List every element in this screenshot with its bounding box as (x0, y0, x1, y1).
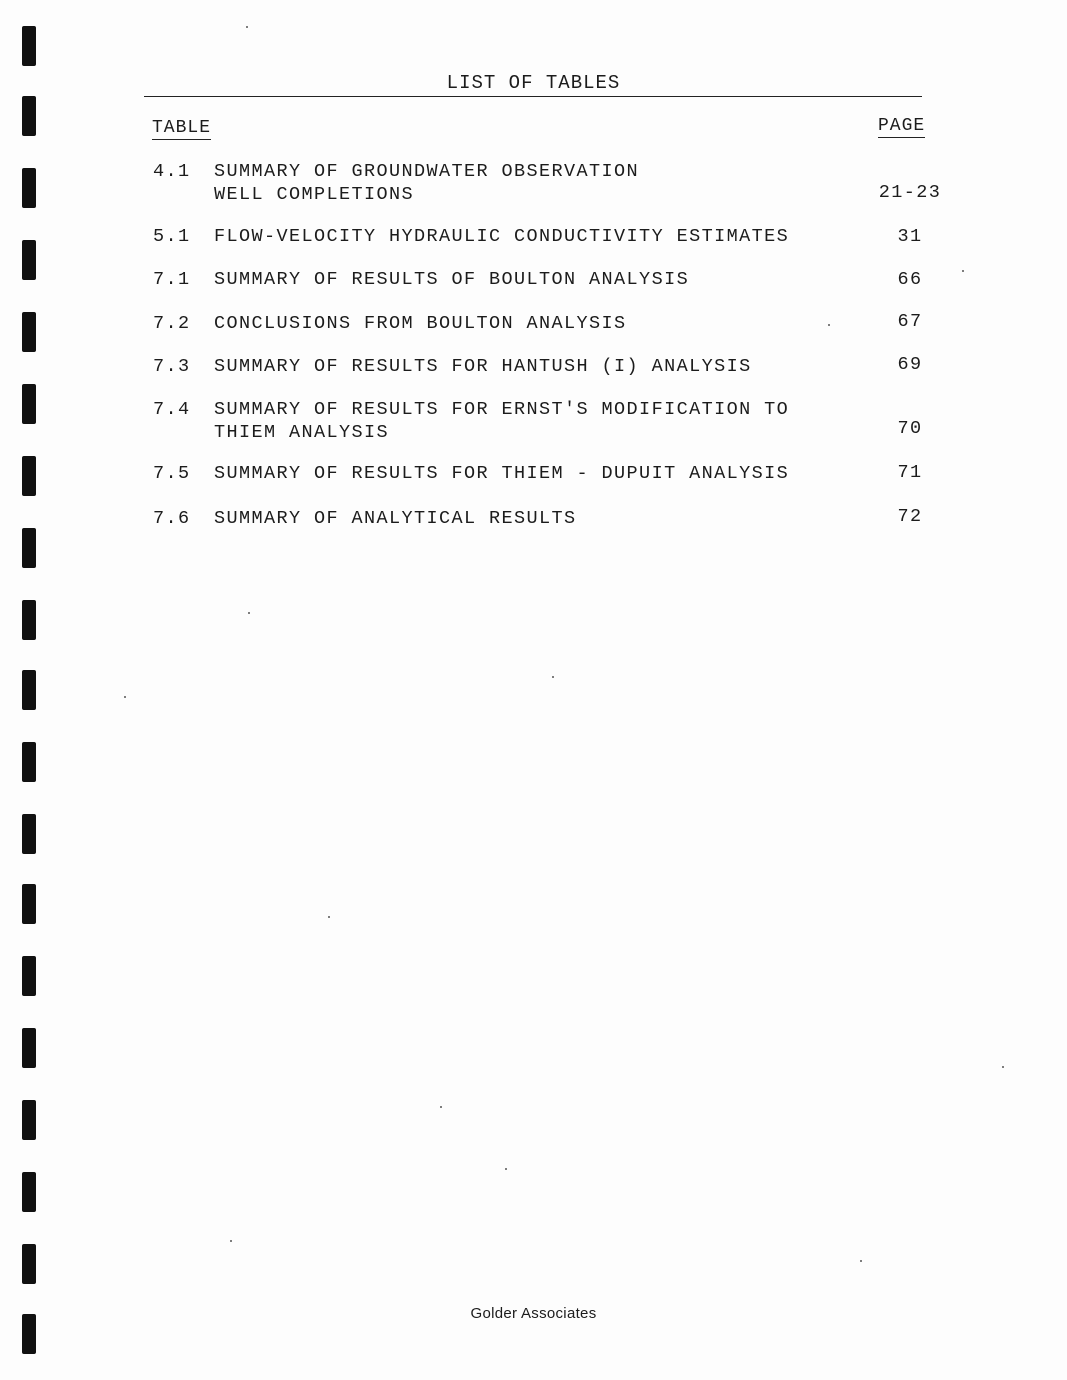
page-number: 69 (897, 354, 923, 375)
table-number: 7.3 (153, 356, 191, 377)
description-line: SUMMARY OF GROUNDWATER OBSERVATION (214, 161, 640, 182)
table-description (214, 507, 854, 530)
table-column-header: TABLE (152, 118, 212, 138)
page-number: 71 (897, 462, 923, 483)
table-description (214, 355, 854, 378)
scan-speck (860, 1260, 862, 1262)
punch-mark (22, 600, 36, 640)
page-number: 72 (897, 506, 923, 527)
scan-speck (440, 1106, 442, 1108)
punch-mark (22, 742, 36, 782)
table-description (214, 312, 854, 335)
description-line: SUMMARY OF RESULTS FOR THIEM - DUPUIT ANALYSIS (214, 463, 790, 484)
punch-mark (22, 384, 36, 424)
title-rule (144, 96, 922, 97)
page-number: 67 (897, 311, 923, 332)
description-line: WELL COMPLETIONS (214, 184, 415, 205)
punch-mark (22, 884, 36, 924)
scan-speck (246, 26, 248, 28)
punch-mark (22, 240, 36, 280)
punch-mark (22, 670, 36, 710)
punch-mark (22, 26, 36, 66)
page-column-header: PAGE (878, 116, 926, 136)
page-number: 66 (897, 269, 923, 290)
table-number: 5.1 (153, 226, 191, 247)
scan-speck (248, 612, 250, 614)
table-description (214, 268, 854, 291)
binding-punch-marks (18, 0, 40, 1380)
table-number: 7.5 (153, 463, 191, 484)
punch-mark (22, 312, 36, 352)
punch-mark (22, 456, 36, 496)
punch-mark (22, 1244, 36, 1284)
punch-mark (22, 1100, 36, 1140)
table-description (214, 398, 854, 444)
scan-speck (328, 916, 330, 918)
scan-speck (828, 324, 830, 326)
table-description (214, 160, 854, 206)
scan-speck (552, 676, 554, 678)
description-line: FLOW-VELOCITY HYDRAULIC CONDUCTIVITY ESTIMATES (214, 226, 790, 247)
table-number: 7.6 (153, 508, 191, 529)
table-number: 7.4 (153, 399, 191, 420)
description-line: SUMMARY OF RESULTS FOR HANTUSH (I) ANALYSIS (214, 356, 752, 377)
table-number: 7.1 (153, 269, 191, 290)
description-line: SUMMARY OF ANALYTICAL RESULTS (214, 508, 577, 529)
description-line: SUMMARY OF RESULTS FOR ERNST'S MODIFICATION TO (214, 399, 790, 420)
footer-company-name: Golder Associates (470, 1305, 597, 1322)
scan-speck (505, 1168, 507, 1170)
description-line: SUMMARY OF RESULTS OF BOULTON ANALYSIS (214, 269, 690, 290)
punch-mark (22, 528, 36, 568)
page-number: 21-23 (878, 182, 942, 203)
page-title: LIST OF TABLES (446, 72, 621, 94)
page-number: 70 (897, 418, 923, 439)
scan-speck (230, 1240, 232, 1242)
punch-mark (22, 1172, 36, 1212)
page-number: 31 (897, 226, 923, 247)
description-line: THIEM ANALYSIS (214, 422, 390, 443)
table-description (214, 462, 854, 485)
punch-mark (22, 96, 36, 136)
punch-mark (22, 814, 36, 854)
scan-speck (1002, 1066, 1004, 1068)
table-number: 4.1 (153, 161, 191, 182)
table-number: 7.2 (153, 313, 191, 334)
punch-mark (22, 1028, 36, 1068)
scan-speck (962, 270, 964, 272)
punch-mark (22, 168, 36, 208)
description-line: CONCLUSIONS FROM BOULTON ANALYSIS (214, 313, 627, 334)
table-description (214, 225, 854, 248)
punch-mark (22, 956, 36, 996)
scan-speck (124, 696, 126, 698)
